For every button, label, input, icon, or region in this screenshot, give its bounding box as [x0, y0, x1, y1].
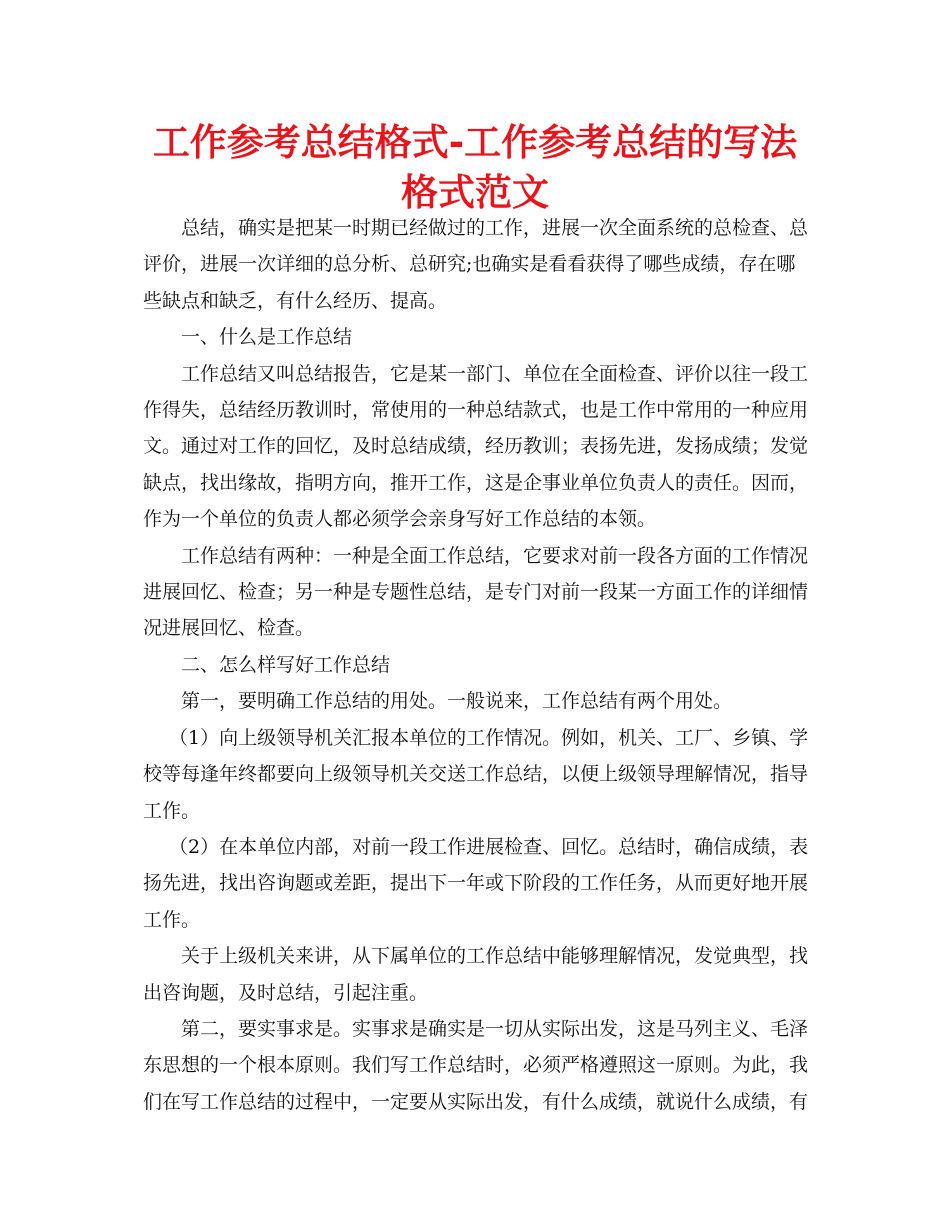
paragraph-enum-2: （2）在本单位内部，对前一段工作进展检查、回忆。总结时，确信成绩，表扬先进，找出咨询题或差距，提出下一年或下阶段的工作任务，从而更好地开展工作。 — [143, 835, 809, 931]
paragraph-types: 工作总结有两种：一种是全面工作总结，它要求对前一段各方面的工作情况进展回忆、检查；另一种是专题性总结，是专门对前一段某一方面工作的详细情况进展回忆、检查。 — [143, 544, 809, 640]
paragraph-second-point: 第二，要实事求是。实事求是确实是一切从实际出发，这是马列主义、毛泽东思想的一个根本原则。我们写工作总结时，必须严格遵照这一原则。为此，我们在写工作总结的过程中，一定要从实际出发，有什么成绩，就说什么成绩，有 — [143, 1017, 809, 1113]
section-heading-1: 一、什么是工作总结 — [181, 326, 353, 349]
paragraph-first-point: 第一，要明确工作总结的用处。一般说来，工作总结有两个用处。 — [181, 690, 733, 713]
section-heading-2: 二、怎么样写好工作总结 — [181, 653, 391, 676]
paragraph-intro: 总结，确实是把某一时期已经做过的工作，进展一次全面系统的总检查、总评价，进展一次详细的总分析、总研究;也确实是看看获得了哪些成绩，存在哪些缺点和缺乏，有什么经历、提高。 — [143, 217, 809, 312]
document-title: 工作参考总结格式-工作参考总结的写法格式范文 — [152, 121, 798, 214]
paragraph-enum-1: （1）向上级领导机关汇报本单位的工作情况。例如，机关、工厂、乡镇、学校等每逢年终都要向上级领导机关交送工作总结，以便上级领导理解情况，指导工作。 — [143, 726, 809, 822]
paragraph-superior: 关于上级机关来讲，从下属单位的工作总结中能够理解情况，发觉典型，找出咨询题，及时总结，引起注重。 — [143, 945, 809, 1004]
document-body — [143, 210, 810, 1120]
paragraph-definition: 工作总结又叫总结报告，它是某一部门、单位在全面检查、评价以往一段工作得失，总结经历教训时，常使用的一种总结款式，也是工作中常用的一种应用文。通过对工作的回忆，及时总结成绩，经历教训；表扬先进，发扬成绩；发觉缺点，找出缘故，指明方向，推开工作，这是企事业单位负责人的责任。因而，作为一个单位的负责人都必须学会亲身写好工作总结的本领。 — [143, 362, 809, 531]
